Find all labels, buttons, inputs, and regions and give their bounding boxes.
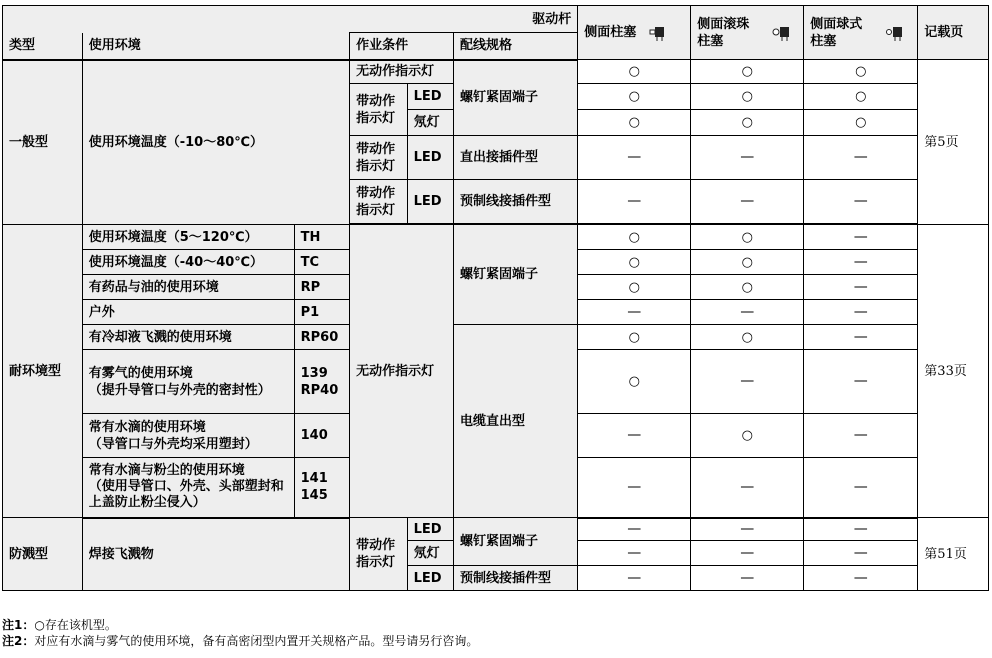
cell-o: ○ [578,84,691,110]
cell-dash: — [804,180,918,224]
general-with-light-2: 带动作指示灯 [350,136,408,180]
general-no-light: 无动作指示灯 [350,60,454,84]
general-env: 使用环境温度（-10～80℃） [82,60,349,225]
cell-dash: — [691,566,804,591]
cell-dash: — [804,225,918,250]
col-side-ball-plunger [804,6,918,60]
cell-o: ○ [691,84,804,110]
header-cond: 作业条件 [350,33,454,60]
cell-dash: — [578,458,691,518]
cell-dash: — [691,518,804,541]
cell-o: ○ [804,84,918,110]
general-type: 一般型 [3,60,83,225]
cell-dash: — [691,136,804,180]
general-precable-conn: 预制线接插件型 [454,180,578,224]
cell-dash: — [691,541,804,566]
env-code-3: P1 [294,300,350,325]
cell-dash: — [804,458,918,518]
cell-o: ○ [691,325,804,350]
cell-o: ○ [578,275,691,300]
general-led-2: LED [407,136,453,180]
cell-o: ○ [804,110,918,136]
drive-label: 驱动杆 [3,6,578,33]
spatter-type: 防溅型 [3,518,83,591]
header-type: 类型 [3,33,83,60]
note-1-text: ○存在该机型。 [34,618,117,632]
cell-dash: — [691,458,804,518]
cell-dash: — [804,325,918,350]
header-wiring: 配线规格 [454,33,578,60]
cell-o: ○ [578,60,691,84]
cell-dash: — [691,350,804,414]
env-row-2: 有药品与油的使用环境 [82,275,294,300]
spatter-env: 焊接飞溅物 [82,518,349,591]
env-cable: 电缆直出型 [454,325,578,518]
cell-dash: — [691,300,804,325]
cell-dash: — [804,300,918,325]
note-1-label: 注1： [2,618,35,632]
col-side-roller-plunger [691,6,804,60]
env-code-4: RP60 [294,325,350,350]
spatter-with-light: 带动作指示灯 [350,518,408,591]
cell-o: ○ [578,250,691,275]
general-neon: 氖灯 [407,110,453,136]
cell-dash: — [804,541,918,566]
env-code-0: TH [294,225,350,250]
cell-dash: — [578,136,691,180]
cell-dash: — [578,518,691,541]
env-code-5: 139 RP40 [294,350,350,414]
env-type: 耐环境型 [3,225,83,518]
note-2-text: 对应有水滴与雾气的使用环境，备有高密闭型内置开关规格产品。型号请另行咨询。 [34,634,479,648]
env-row-7: 常有水滴与粉尘的使用环境 （使用导管口、外壳、头部塑封和上盖防止粉尘侵入） [82,458,294,518]
header-env: 使用环境 [82,33,349,60]
note-2 [2,633,478,649]
general-direct-conn: 直出接插件型 [454,136,578,180]
env-row-0: 使用环境温度（5～120℃） [82,225,294,250]
cell-dash: — [691,180,804,224]
general-with-light: 带动作指示灯 [350,84,408,136]
general-with-light-3: 带动作指示灯 [350,180,408,224]
col-side-ball-plunger-label: 侧面球式柱塞 [810,16,863,49]
spatter-led-2: LED [407,566,453,591]
cell-o: ○ [578,225,691,250]
spatter-led: LED [407,518,453,541]
side-plunger-icon [647,25,665,41]
cell-o: ○ [578,350,691,414]
cell-o: ○ [691,275,804,300]
cell-dash: — [578,541,691,566]
cell-dash: — [578,414,691,458]
side-ball-plunger-icon [885,25,903,41]
cell-o: ○ [578,325,691,350]
cell-o: ○ [691,110,804,136]
cell-dash: — [804,518,918,541]
general-led: LED [407,84,453,110]
cell-o: ○ [691,414,804,458]
spatter-screw: 螺钉紧固端子 [454,518,578,566]
cell-dash: — [578,180,691,224]
env-code-6: 140 [294,414,350,458]
env-row-6: 常有水滴的使用环境 （导管口与外壳均采用塑封） [82,414,294,458]
cell-dash: — [578,300,691,325]
note-2-label: 注2： [2,634,35,648]
product-table [2,5,989,591]
env-code-2: RP [294,275,350,300]
env-row-3: 户外 [82,300,294,325]
col-side-plunger [578,6,691,60]
cell-dash: — [804,350,918,414]
cell-dash: — [804,414,918,458]
note-1 [2,617,478,633]
env-row-1: 使用环境温度（-40～40℃） [82,250,294,275]
cell-o: ○ [691,225,804,250]
env-code-7: 141 145 [294,458,350,518]
side-roller-plunger-icon [772,25,790,41]
env-screw: 螺钉紧固端子 [454,225,578,325]
col-side-roller-plunger-label: 侧面滚珠柱塞 [697,16,750,49]
spatter-neon: 氖灯 [407,541,453,566]
cell-o: ○ [691,250,804,275]
col-page: 记载页 [918,6,989,60]
cell-o: ○ [691,60,804,84]
general-led-3: LED [407,180,453,224]
env-cond: 无动作指示灯 [350,225,454,518]
cell-o: ○ [804,60,918,84]
cell-dash: — [578,566,691,591]
cell-dash: — [804,566,918,591]
cell-dash: — [804,250,918,275]
spatter-precable-conn: 预制线接插件型 [454,566,578,591]
env-page: 第33页 [918,225,989,518]
general-screw: 螺钉紧固端子 [454,60,578,136]
env-row-5: 有雾气的使用环境 （提升导管口与外壳的密封性） [82,350,294,414]
col-side-plunger-label: 侧面柱塞 [584,25,637,40]
notes [2,617,478,649]
env-row-4: 有冷却液飞溅的使用环境 [82,325,294,350]
env-code-1: TC [294,250,350,275]
cell-dash: — [804,275,918,300]
spatter-page: 第51页 [918,518,989,591]
general-page: 第5页 [918,60,989,225]
cell-dash: — [804,136,918,180]
cell-o: ○ [578,110,691,136]
